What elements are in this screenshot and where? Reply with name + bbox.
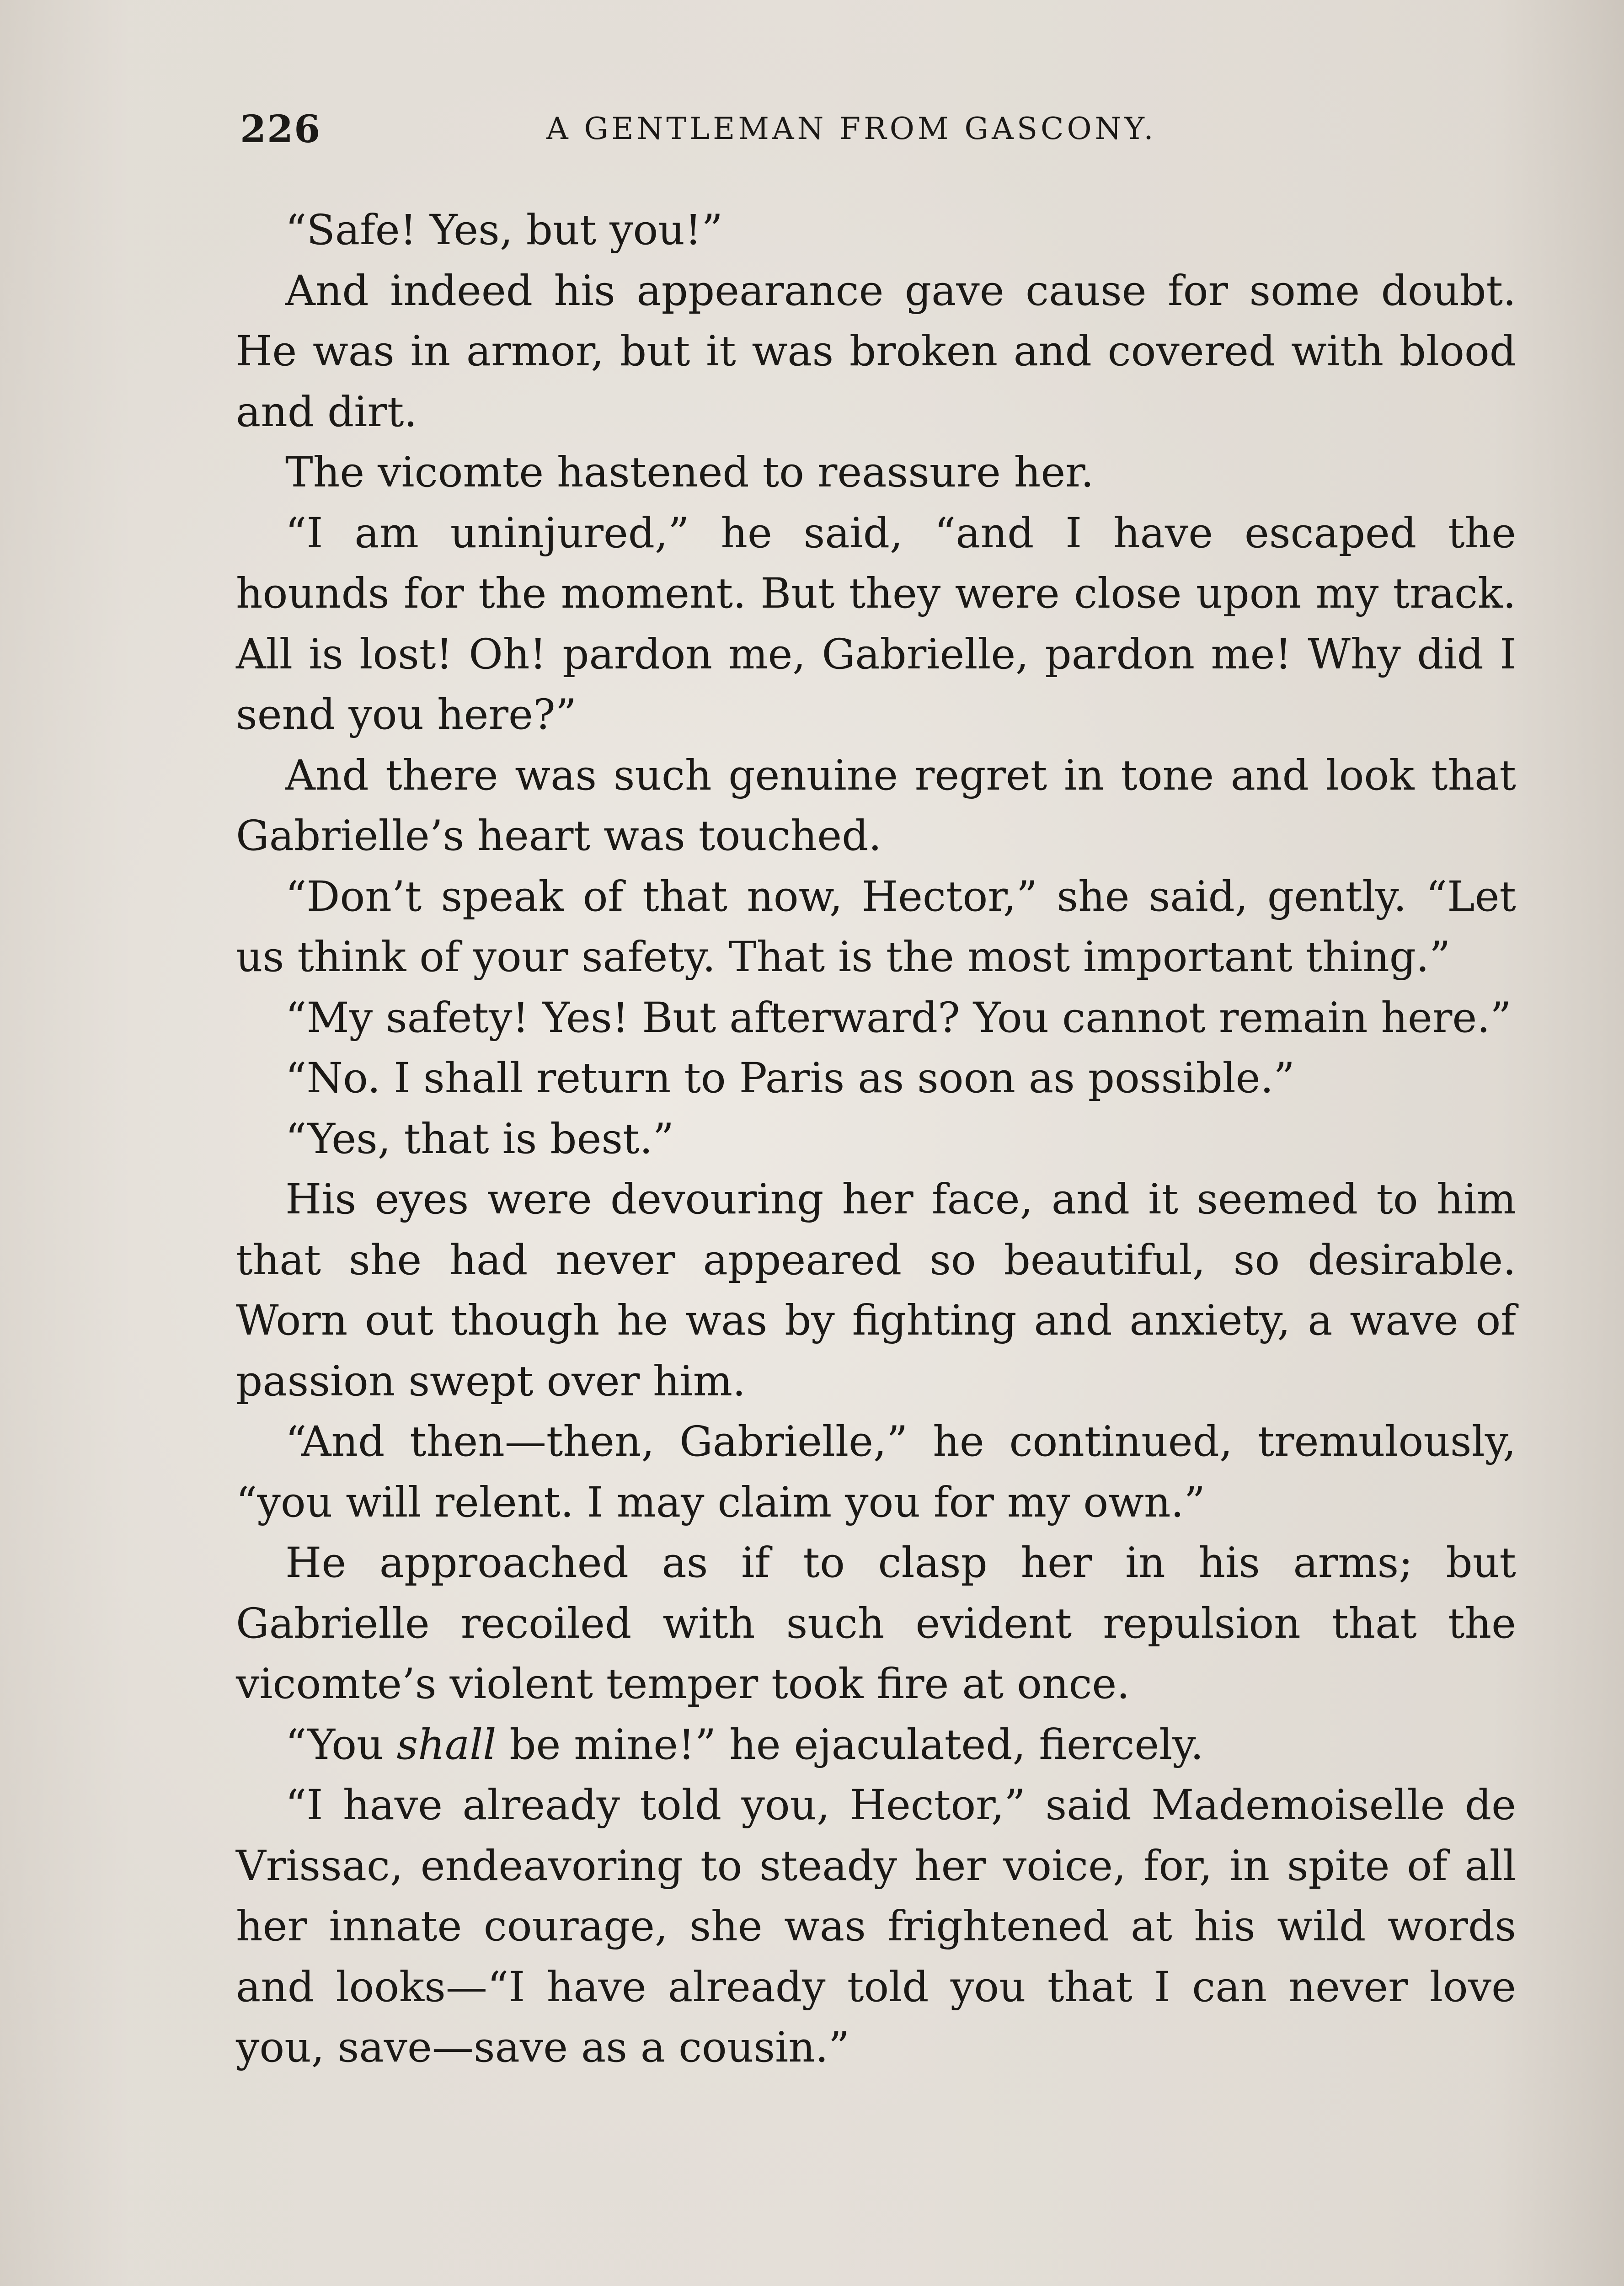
running-title: A GENTLEMAN FROM GASCONY. bbox=[546, 111, 1157, 146]
paragraph: “Safe! Yes, but you!” bbox=[285, 206, 723, 254]
paragraph: “I am uninjured,” he said, “and I have escaped the hounds for the moment. But they were close upon my track. All is lost! Oh! pardon me, Gabrielle, pardon me! Why did I send you here?” bbox=[236, 509, 1516, 739]
paragraph: “My safety! Yes! But afterward? You cannot remain here.” bbox=[285, 993, 1512, 1042]
page-number: 226 bbox=[240, 107, 321, 151]
page-header bbox=[240, 107, 1223, 158]
paragraph: “Don’t speak of that now, Hector,” she said, gently. “Let us think of your safety. That is the most important thing.” bbox=[236, 872, 1516, 981]
paragraph: He approached as if to clasp her in his arms; but Gabrielle recoiled with such evident repulsion that the vicomte’s violent temper took fire at once. bbox=[236, 1539, 1516, 1708]
paragraph: The vicomte hastened to reassure her. bbox=[285, 449, 1094, 497]
paragraph: And indeed his appearance gave cause for some doubt. He was in armor, but it was broken and covered with blood and dirt. bbox=[236, 267, 1516, 436]
body-text bbox=[236, 200, 1516, 2078]
paragraph: His eyes were devouring her face, and it seemed to him that she had never appeared so beautiful, so desirable. Worn out though he was by fighting and anxiety, a wave of passion swept over him. bbox=[236, 1175, 1516, 1405]
paragraph-text: “You bbox=[285, 1720, 397, 1769]
paragraph-text: be mine!” he ejaculated, fiercely. bbox=[496, 1720, 1204, 1769]
paragraph: “No. I shall return to Paris as soon as possible.” bbox=[285, 1054, 1295, 1102]
italic-word: shall bbox=[396, 1720, 497, 1769]
paragraph: And there was such genuine regret in tone and look that Gabrielle’s heart was touched. bbox=[236, 751, 1516, 860]
paragraph: “Yes, that is best.” bbox=[285, 1115, 674, 1163]
paragraph bbox=[236, 1715, 1516, 1776]
paragraph: “I have already told you, Hector,” said Mademoiselle de Vrissac, endeavoring to steady her voice, for, in spite of all her innate courage, she was frightened at his wild words and looks—“I have already told you that I can never love you, save—save as a cousin.” bbox=[236, 1781, 1516, 2072]
paragraph: “And then—then, Gabrielle,” he continued, tremulously, “you will relent. I may claim you for my own.” bbox=[236, 1418, 1516, 1527]
